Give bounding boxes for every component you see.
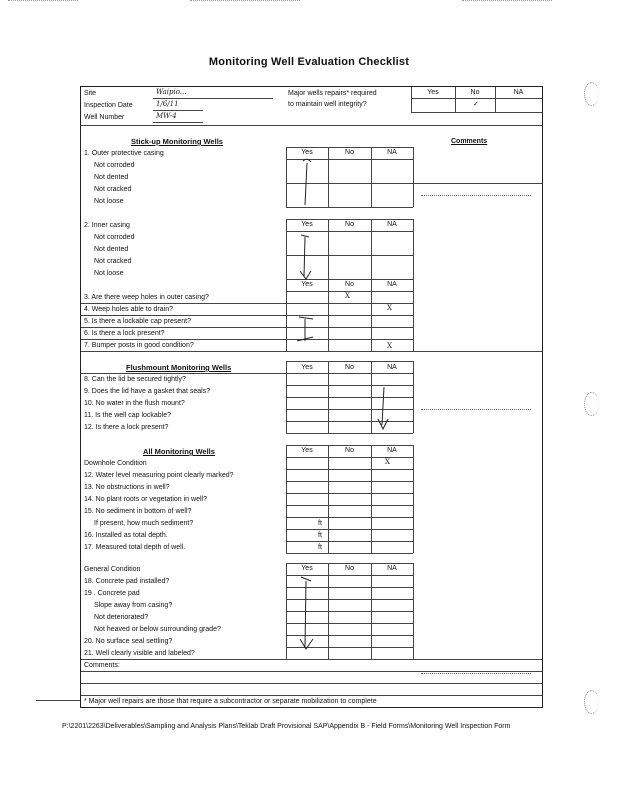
question: 8. Can the lid be secured tightly? <box>84 376 186 383</box>
outer-item: Not loose <box>94 198 124 205</box>
site-value[interactable]: Waipio... <box>156 88 187 96</box>
question: 9. Does the lid have a gasket that seals? <box>84 388 211 395</box>
comments-label: Comments: <box>84 662 120 669</box>
question: 6. Is there a lock present? <box>84 330 165 337</box>
flush-na-header: NA <box>387 364 397 371</box>
page-title: Monitoring Well Evaluation Checklist <box>208 56 410 68</box>
inspection-date-label: Inspection Date <box>84 102 133 109</box>
stickup-na-header: NA <box>387 149 397 156</box>
general-na-header: NA <box>387 565 397 572</box>
sediment-ft-unit: ft <box>318 520 322 527</box>
outer-casing-label: 1. Outer protective casing <box>84 150 164 157</box>
question: Not deteriorated? <box>94 614 149 621</box>
scan-artifact <box>8 0 78 3</box>
question: 16. Installed as total depth. <box>84 532 168 539</box>
flush-yes-header: Yes <box>301 364 313 371</box>
question: Not heaved or below surrounding grade? <box>94 626 221 633</box>
general-yes-header: Yes <box>301 565 313 572</box>
flush-no-header: No <box>345 364 354 371</box>
question: 4. Weep holes able to drain? <box>84 306 173 313</box>
inner-casing-label: 2. Inner casing <box>84 222 130 229</box>
q7-na-mark[interactable]: X <box>387 342 392 350</box>
major-repairs-question-line2: to maintain well integrity? <box>288 101 367 108</box>
general-condition-label: General Condition <box>84 566 141 573</box>
question: 10. No water in the flush mount? <box>84 400 185 407</box>
binder-hole-icon <box>584 392 599 416</box>
question: 11. Is the well cap lockable? <box>84 412 172 419</box>
question: 7. Bumper posts in good condition? <box>84 342 194 349</box>
q3-na-header: NA <box>387 281 397 288</box>
question: 18. Concrete pad installed? <box>84 578 170 585</box>
inner-item: Not loose <box>94 270 124 277</box>
binder-hole-icon <box>584 82 599 106</box>
general-no-header: No <box>345 565 354 572</box>
q3-no-header: No <box>345 281 354 288</box>
well-number-label: Well Number <box>84 114 125 121</box>
inner-yes-header: Yes <box>301 221 313 228</box>
outer-item: Not dented <box>94 174 129 181</box>
question: 14. No plant roots or vegetation in well? <box>84 496 207 503</box>
question: 19 . Concrete pad <box>84 590 140 597</box>
stickup-yes-header: Yes <box>301 149 313 156</box>
scan-artifact <box>190 0 300 3</box>
allwells-na-header: NA <box>387 447 397 454</box>
inner-item: Not cracked <box>94 258 132 265</box>
question: 12. Is there a lock present? <box>84 424 169 431</box>
binder-hole-icon <box>584 690 599 714</box>
measured-depth-ft-unit: ft <box>318 544 322 551</box>
question: Slope away from casing? <box>94 602 173 609</box>
installed-depth-ft-unit: ft <box>318 532 322 539</box>
question: 21. Well clearly visible and labeled? <box>84 650 195 657</box>
inner-item: Not corroded <box>94 234 135 241</box>
allwells-yes-header: Yes <box>301 447 313 454</box>
checklist-form <box>80 86 543 708</box>
handwritten-checkmarks <box>81 87 542 707</box>
footnote: * Major well repairs are those that require a subcontractor or separate mobilization to complete <box>84 698 377 705</box>
q3-yes-header: Yes <box>301 281 313 288</box>
stickup-no-header: No <box>345 149 354 156</box>
q4-na-mark[interactable]: X <box>387 304 392 312</box>
question: 17. Measured total depth of well. <box>84 544 186 551</box>
footnote-rule <box>36 700 80 701</box>
stickup-section-title: Stick-up Monitoring Wells <box>131 137 223 146</box>
outer-item: Not corroded <box>94 162 135 169</box>
site-label: Site <box>84 90 97 97</box>
question: 5. Is there a lockable cap present? <box>84 318 192 325</box>
inspection-date-value[interactable]: 1/6/11 <box>156 100 179 108</box>
major-repairs-yes-header: Yes <box>427 89 439 96</box>
comments-header: Comments <box>451 138 488 145</box>
q3-no-mark[interactable]: X <box>345 292 350 300</box>
major-repairs-no-check[interactable]: ✓ <box>473 100 479 108</box>
question: 15. No sediment in bottom of well? <box>84 508 192 515</box>
question: 20. No surface seal settling? <box>84 638 173 645</box>
outer-item: Not cracked <box>94 186 132 193</box>
file-path-footer: P:\2201\2263\Deliverables\Sampling and Analysis Plans\Teklab Draft Provisional SAP\Appendix B - Field Forms\Monitoring Well Inspection Form <box>62 723 511 730</box>
downhole-condition-label: Downhole Condition <box>84 460 147 467</box>
flushmount-section-title: Flushmount Monitoring Wells <box>126 363 232 372</box>
major-repairs-question-line1: Major wells repairs* required <box>288 90 377 97</box>
inner-item: Not dented <box>94 246 129 253</box>
major-repairs-na-header: NA <box>513 89 524 96</box>
inner-na-header: NA <box>387 221 397 228</box>
inner-no-header: No <box>345 221 354 228</box>
major-repairs-no-header: No <box>470 89 480 96</box>
question: 13. No obstructions in well? <box>84 484 170 491</box>
question: 12. Water level measuring point clearly marked? <box>84 472 234 479</box>
well-number-value[interactable]: MW-4 <box>156 112 177 120</box>
allwells-no-header: No <box>345 447 354 454</box>
question: 3. Are there weep holes in outer casing? <box>84 294 209 301</box>
allwells-section-title: All Monitoring Wells <box>143 447 215 456</box>
question: If present, how much sediment? <box>94 520 194 527</box>
q12-na-mark[interactable]: X <box>385 458 390 466</box>
scan-artifact <box>462 0 552 3</box>
